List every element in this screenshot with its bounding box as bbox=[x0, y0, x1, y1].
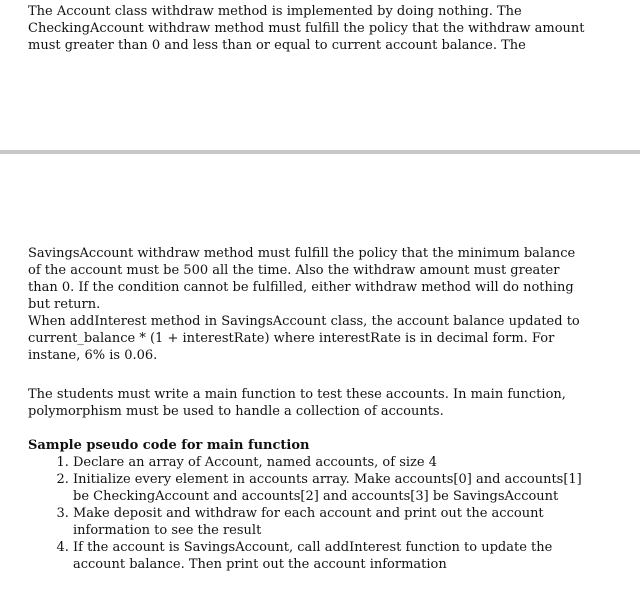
middle-section bbox=[28, 245, 588, 364]
sample-section bbox=[28, 437, 588, 573]
sample-heading: Sample pseudo code for main function bbox=[28, 438, 310, 453]
steps-list bbox=[28, 454, 588, 573]
list-item: 4. If the account is SavingsAccount, call addInterest function to update the account balance. Then print out the account information bbox=[73, 539, 588, 573]
students-section bbox=[28, 386, 588, 420]
savings-withdraw-paragraph: SavingsAccount withdraw method must fulfill the policy that the minimum balance of the account must be 500 all the time. Also the withdraw amount must greater than 0. If the condition cannot be fulfilled, either withdraw method will do nothing but return. bbox=[28, 246, 576, 312]
students-paragraph: The students must write a main function to test these accounts. In main function, polymorphism must be used to handle a collection of accounts. bbox=[28, 387, 566, 419]
page-divider bbox=[0, 150, 640, 154]
top-section bbox=[28, 3, 588, 54]
list-item: 3. Make deposit and withdraw for each account and print out the account information to see the result bbox=[73, 505, 588, 539]
list-item: 2. Initialize every element in accounts array. Make accounts[0] and accounts[1] be CheckingAccount and accounts[2] and accounts[3] be SavingsAccount bbox=[73, 471, 588, 505]
add-interest-paragraph: When addInterest method in SavingsAccount class, the account balance updated to current_balance * (1 + interestRate) where interestRate is in decimal form. For instane, 6% is 0.06. bbox=[28, 314, 580, 363]
account-withdraw-paragraph: The Account class withdraw method is implemented by doing nothing. The CheckingAccount withdraw method must fulfill the policy that the withdraw amount must greater than 0 and less than or equal to current account balance. The bbox=[28, 4, 585, 53]
list-item: 1. Declare an array of Account, named accounts, of size 4 bbox=[73, 454, 588, 471]
